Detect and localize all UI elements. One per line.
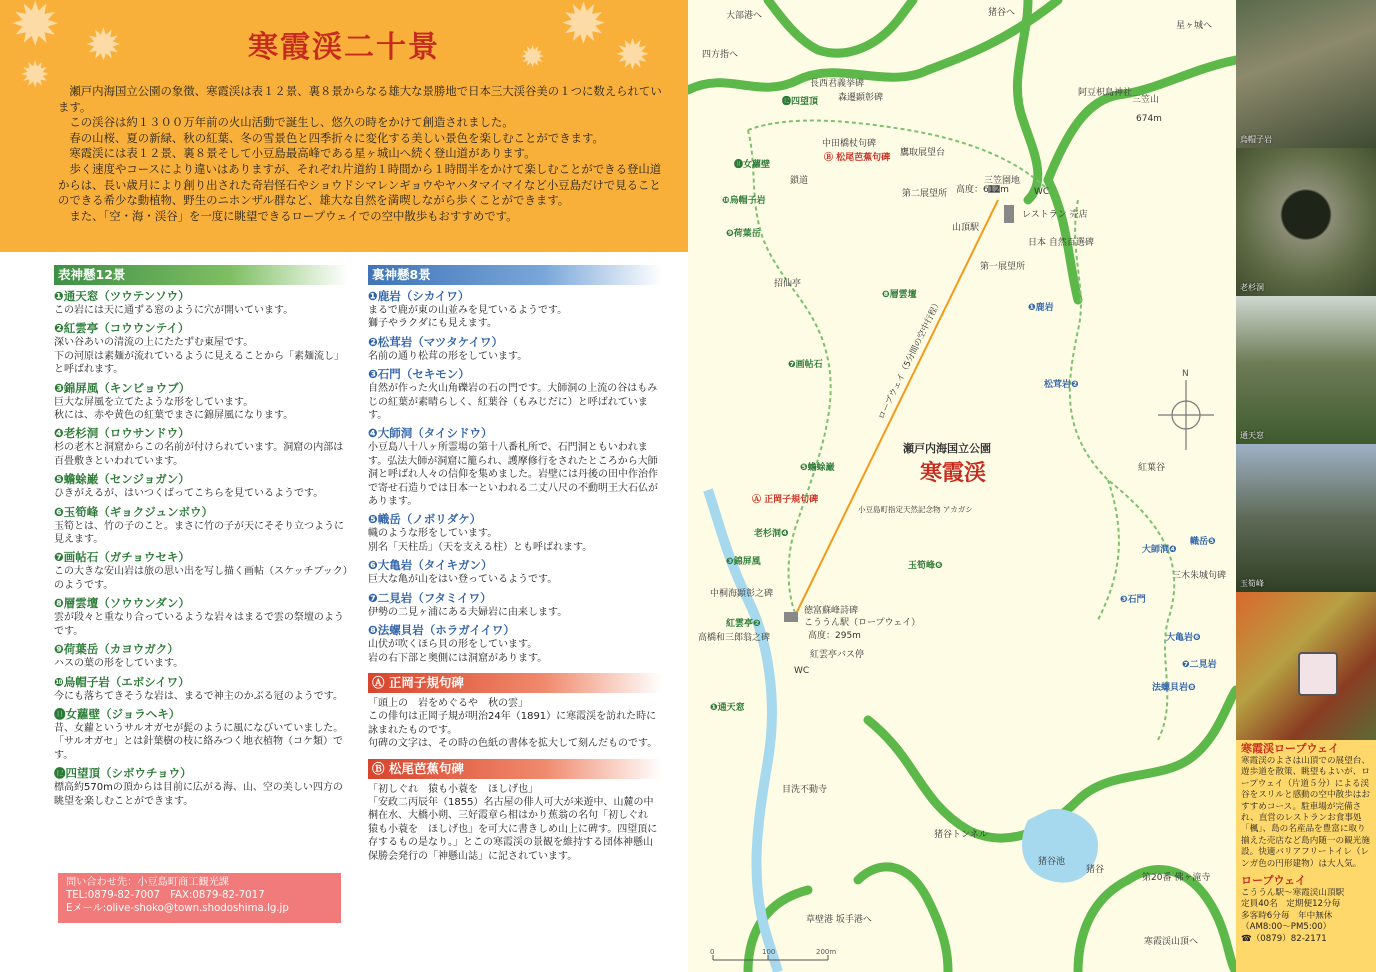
map-label: 招仙亭	[774, 279, 802, 289]
item-desc: 玉筍とは、竹の子のこと。まさに竹の子が天にそそり立つように見えます。	[54, 520, 344, 546]
map-label: WC	[794, 666, 810, 676]
item-desc: まるで鹿が東の山並みを見ているようです。 獅子やラクダにも見えます。	[368, 305, 568, 330]
maple-leaf-icon: ✹	[560, 0, 607, 57]
photo-gyoku	[1236, 444, 1376, 592]
item-desc: 深い谷あいの清流の上にたたずむ東屋です。 下の河原は素麺が流れているように見えることから「素麺流し」と呼ばれます。	[54, 337, 344, 376]
map-label: ❼画帖石	[788, 360, 823, 370]
map-label: レストラン 売店	[1022, 210, 1088, 220]
list-item	[368, 512, 662, 554]
list-item	[54, 596, 348, 638]
map-label: 第一展望所	[980, 262, 1026, 272]
map-label: 山頂駅	[952, 223, 980, 233]
list-item	[54, 505, 348, 547]
list-item	[54, 766, 348, 808]
list-item	[368, 623, 662, 665]
map-label: 紅雲亭バス停	[810, 650, 865, 660]
map-label: 幟岳❺	[1190, 537, 1216, 547]
map-label: 玉筍峰❻	[908, 561, 943, 571]
list-item	[54, 675, 348, 703]
item-title: ❷松茸岩（マツタケイワ）	[368, 334, 503, 349]
map-label: 猪谷へ	[988, 8, 1016, 18]
item-title: ❽法螺貝岩（ホラガイイワ）	[368, 623, 515, 638]
map-label: 小豆島町指定天然記念物 アカガシ	[858, 505, 973, 514]
list-item	[54, 642, 348, 670]
map-label: 高橋和三郎翁之碑	[698, 633, 771, 643]
item-title: ❷紅雲亭（コウウンテイ）	[54, 321, 190, 336]
map-label: 大師洞❹	[1142, 545, 1177, 555]
maple-leaf-icon: ✹	[520, 40, 546, 75]
ropeway-line	[793, 200, 998, 620]
item-desc: 巨大な屏風を立てたような形をしています。 秋には、赤や黄色の紅葉でまさに錦屏風になります。	[54, 396, 294, 422]
item-desc: 標高約570mの頂からは目前に広がる海、山、空の美しい四方の眺望を楽しむことができます。	[54, 782, 343, 807]
list-item	[368, 289, 662, 331]
ropeway-title: 寒霞渓ロープウェイ	[1241, 742, 1340, 755]
item-title: ⓬四望頂（シボウチョウ）	[54, 766, 192, 781]
item-desc: ひきがえるが、はいつくばってこちらを見ているようです。	[54, 488, 324, 500]
list-item	[368, 591, 662, 619]
item-desc: 名前の通り松茸の形をしています。	[368, 350, 528, 362]
list-item	[368, 335, 662, 363]
ropeway-info	[1236, 740, 1376, 972]
list-item	[54, 426, 348, 468]
map-label: 目洗不動寺	[782, 785, 828, 795]
map-label: 法螺貝岩❽	[1152, 683, 1196, 693]
map-svg	[688, 0, 1236, 972]
map-label: こううん駅（ロープウェイ）	[804, 618, 921, 628]
map-label: WC	[1034, 187, 1050, 197]
item-desc: 雲が段々と重なり合っているような岩々はまるで雲の祭壇のようです。	[54, 612, 344, 637]
list-item	[368, 426, 662, 508]
item-title: ❻玉筍峰（ギョクジュンボウ）	[54, 504, 214, 519]
intro-paragraph: 歩く速度やコースにより違いはありますが、それぞれ片道約１時間から１時間半をかけて楽しむことができる登山道からは、長い歳月により創り出された奇岩怪石やショウドシマレンギョウやヤハタマイマイなど小豆島だけで見ることのできる希少な動植物、野生のニホンザル群など、雄大な自然を満喫しながら歩くことができます。	[58, 161, 662, 208]
map-label: 紅雲亭❷	[726, 619, 761, 629]
maple-leaf-icon: ✹	[85, 20, 122, 71]
contact-email: Eメール:olive-shoko@town.shodoshima.lg.jp	[66, 902, 289, 914]
omote-list	[54, 289, 348, 808]
list-item	[368, 367, 662, 422]
shiki-desc: 「頭上の 岩をめぐるや 秋の雲」 この俳句は正岡子規が明治24年（1891）に寒霞渓を訪れた時に詠まれたものです。 句碑の文字は、その時の色紙の書体を拡大して刻んだものです。	[368, 697, 658, 750]
intro-paragraph: この渓谷は約１３００万年前の火山活動で誕生し、悠久の時をかけて創造されました。	[69, 115, 514, 130]
item-desc: ハスの葉の形をしています。	[54, 658, 184, 670]
item-desc: 山伏が吹くほら貝の形をしています。 岩の右下部と奥側には洞窟があります。	[368, 639, 548, 664]
photo-caption: 老杉洞	[1240, 283, 1264, 292]
road-omito	[768, 0, 913, 53]
map-label: Ⓑ 松尾芭蕉句碑	[824, 153, 891, 163]
scale-label: 100	[762, 948, 776, 956]
map-label: 阿豆枳島神社	[1078, 88, 1133, 98]
map-label: 猪谷トンネル	[934, 830, 988, 840]
item-title: ❹大師洞（タイシドウ）	[368, 426, 493, 441]
map-label: 日本 自然百選碑	[1028, 238, 1094, 248]
photo-caption: 玉筍峰	[1240, 579, 1264, 588]
contact-box	[58, 873, 341, 923]
omote-heading: 表神懸12景	[54, 265, 348, 285]
ropeway-sub-title: ロープウェイ	[1241, 874, 1307, 888]
map-label: 三笠山	[1132, 95, 1160, 105]
park-name: 寒霞渓	[920, 460, 987, 486]
list-item	[54, 321, 348, 376]
intro-paragraph: 寒霞渓には表１２景、裏８景そして小豆島最高峰である星ヶ城山へ続く登山道があります。	[69, 146, 536, 161]
list-item	[54, 707, 348, 762]
item-title: ❾荷葉岳（カヨウガク）	[54, 642, 179, 657]
map-label: 鷹取展望台	[900, 148, 946, 158]
intro-paragraph: 瀬戸内海国立公園の象徴、寒霞渓は表１２景、裏８景からなる雄大な景勝地で日本三大渓谷美の１つに数えられています。	[58, 84, 662, 114]
maple-leaf-icon: ✹	[20, 55, 51, 96]
road-choshi	[1017, 0, 1037, 200]
roads	[688, 0, 1236, 972]
item-title: ❽層雲壇（ソウウンダン）	[54, 596, 190, 611]
map-panel	[688, 0, 1236, 972]
item-title: ❿烏帽子岩（エボシイワ）	[54, 674, 190, 689]
contact-phone: TEL:0879-82-7007 FAX:0879-82-7017	[66, 889, 265, 901]
ropeway-desc: 寒霞渓のよさは山頂での展望台、遊歩道を散策、眺望もよいが、ロープウェイ（片道５分）による渓谷をスリルと感動の空中散歩はおすすめコース。駐車場が完備され、直営のレストランお食事処「楓」、島の名産品を豊富に取り揃えた売店など島内随一の観光施設。快適バリアフリートイレ（レンガ色の円形建物）は大人気。	[1241, 756, 1370, 869]
map-label: 高度：612m	[956, 185, 1009, 195]
item-desc: 小豆島八十八ヶ所霊場の第十八番札所で、石門洞ともいわれます。弘法大師が洞窟に籠られ、護摩修行をされたところから大師洞と呼ばれ人々の信仰を集めました。岩壁には丹後の田中作治作で寄せ石造りでは日本一といわれる二丈八尺の不動明王大石仏があります。	[368, 442, 658, 508]
map-label: 中田橋杖句碑	[822, 139, 877, 149]
map-label: ❽層雲壇	[882, 290, 917, 300]
trails	[748, 121, 1174, 740]
map-label: Ⓐ 正岡子規句碑	[752, 495, 819, 505]
photo-eboshi	[1236, 0, 1376, 148]
kouun-station-building	[784, 612, 798, 622]
map-label: 674m	[1136, 114, 1162, 124]
item-desc: 幟のような形をしています。 別名「天柱岳」（天を支える柱）とも呼ばれます。	[368, 528, 593, 553]
map-label: ❿烏帽子岩	[722, 196, 766, 206]
scale-label: 0	[710, 948, 715, 956]
trail-ura2	[1098, 480, 1119, 620]
map-label: 高度：295m	[808, 631, 861, 641]
ura-list	[368, 289, 662, 665]
map-label: ❸錦屏風	[726, 557, 761, 567]
map-label: 四方指へ	[702, 50, 739, 60]
contact-line: 問い合わせ先：小豆島町商工観光課	[66, 877, 229, 888]
intro-paragraph: また、「空・海・渓谷」を一度に眺望できるロープウェイでの空中散歩もおすすめです。	[69, 208, 518, 223]
ura-heading: 裏神懸8景	[368, 265, 662, 285]
item-desc: 巨大な亀が山をはい登っているようです。	[368, 574, 558, 586]
map-label: 紅葉谷	[1138, 463, 1166, 473]
photo-tsuuten	[1236, 296, 1376, 444]
ropeway-sub-desc: こううん駅～寒霞渓山頂駅 定員40名 定期便12分毎 多客時6分毎 年中無休 （AM8:00～PM5:00） ☎（0879）82-2171	[1241, 888, 1345, 944]
list-item	[368, 558, 662, 586]
road-southeast	[1078, 870, 1236, 972]
item-title: ❹老杉洞（ロウサンドウ）	[54, 426, 190, 441]
map-label: 長西君義挙碑	[810, 79, 865, 89]
map-label: 中桐海顕彰之碑	[710, 589, 774, 599]
map-label: 第20番 佛ヶ滝寺	[1142, 873, 1211, 883]
map-label: ロープウェイ（5分間の空中行程）	[876, 298, 944, 422]
item-title: ❼画帖石（ガチョウセキ）	[54, 550, 190, 565]
maple-leaf-icon: ✹	[10, 0, 61, 60]
map-label: ❸石門	[1120, 595, 1146, 605]
compass-icon	[1158, 369, 1214, 450]
item-title: ❻大亀岩（タイキガン）	[368, 558, 493, 573]
photo-rousan	[1236, 148, 1376, 296]
map-label: 鎖道	[790, 176, 809, 186]
photo-caption: 通天窓	[1240, 431, 1264, 440]
ura-column	[368, 265, 662, 863]
photo-column	[1236, 0, 1376, 740]
gondola-icon	[1298, 652, 1338, 696]
map-label: 大部港へ	[726, 11, 763, 21]
map-label: 寒霞渓山頂へ	[1144, 937, 1199, 947]
map-label: ⓬四望頂	[782, 97, 819, 107]
map-label: 猪谷	[1086, 865, 1105, 875]
item-desc: この大きな安山岩は旅の思い出を写し描く画帖（スケッチブック）のようです。	[54, 566, 348, 591]
map-label: 森遷顕彰碑	[838, 93, 884, 103]
list-item	[54, 289, 348, 317]
list-item	[54, 550, 348, 592]
photo-ropeway	[1236, 592, 1376, 740]
map-label: ❺蟾蜍巌	[800, 463, 835, 473]
map-label: ⓫女蘿壁	[734, 160, 771, 170]
item-desc: この岩には天に通ずる窓のように穴が開いています。	[54, 305, 294, 316]
map-label: 草壁港 坂手港へ	[806, 915, 872, 925]
omote-column	[54, 265, 348, 808]
list-item	[54, 381, 348, 423]
park-label: 瀬戸内海国立公園	[903, 442, 991, 455]
item-title: ❼二見岩（フタミイワ）	[368, 590, 492, 605]
map-label: ❼二見岩	[1182, 660, 1217, 670]
intro-box	[0, 0, 688, 252]
map-label: 三笠園地	[984, 176, 1021, 186]
item-desc: 昔、女蘿というサルオガセが髭のように風になびいていました。「サルオガセ」とは針葉樹の枝に絡みつく地衣植物（コケ類）です。	[54, 722, 344, 761]
restaurant-building	[1004, 205, 1014, 223]
photo-caption: 烏帽子岩	[1240, 135, 1272, 144]
intro-paragraph: 春の山桜、夏の新緑、秋の紅葉、冬の雪景色と四季折々に変化する美しい景色を楽しむことができます。	[69, 130, 604, 145]
map-label: 松茸岩❷	[1044, 380, 1079, 390]
item-desc: 自然が作った火山角礫岩の石の門です。大師洞の上流の谷はもみじの紅葉が素晴らしく、紅葉谷（もみじだに）と呼ばれています。	[368, 383, 658, 422]
map-label: 星ヶ城へ	[1176, 21, 1213, 31]
scale-label: 200m	[816, 948, 837, 956]
map-label: 第二展望所	[902, 189, 948, 199]
maple-leaf-icon: ✹	[615, 30, 651, 79]
item-desc: 今にも落ちてきそうな岩は、まるで神主のかぶる冠のようです。	[54, 690, 343, 702]
shiki-heading: Ⓐ 正岡子規句碑	[368, 673, 662, 693]
item-title: ❺幟岳（ノボリダケ）	[368, 512, 482, 527]
list-item	[54, 472, 348, 500]
item-title: ❶鹿岩（シカイワ）	[368, 289, 470, 303]
map-label: ❶鹿岩	[1028, 303, 1054, 313]
basho-heading: Ⓑ 松尾芭蕉句碑	[368, 759, 662, 779]
page-title: 寒霞渓二十景	[248, 30, 440, 65]
basho-desc: 「初しぐれ 猿も小蓑を ほしげ也」 「安政二丙辰年（1855）名古屋の俳人可大が来遊中、山麓の中桐在水、大橋小朔、三好霞章ら相はかり蕉翁の名句「初しぐれ 猿も小蓑を ほしげ也」を可大に書きしめ山上に碑す。四望頂に存するもの是なり。」とこの寒霞渓の景観を維持する団体神懸山保勝会発行の「神懸山誌」に記されています。	[368, 783, 658, 862]
item-title: ❶通天窓（ツウテンソウ）	[54, 289, 190, 303]
item-title: ❸錦屏風（キンビョウブ）	[54, 380, 191, 395]
item-title: ❺蟾蜍巌（センジョガン）	[54, 472, 190, 487]
item-desc: 伊勢の二見ヶ浦にある夫婦岩に由来します。	[368, 606, 568, 618]
item-desc: 杉の老木と洞窟からこの名前が付けられています。洞窟の内部は百畳敷きといわれています。	[54, 442, 344, 467]
intro-text	[58, 84, 662, 224]
map-label: ❶通天窓	[710, 703, 745, 713]
map-label: 老杉洞❹	[754, 529, 789, 539]
map-label: 大亀岩❻	[1166, 633, 1201, 643]
item-title: ❸石門（セキモン）	[368, 367, 470, 382]
map-label: 猪谷池	[1038, 857, 1066, 867]
map-label: ❾荷葉岳	[726, 229, 761, 239]
item-title: ⓫女蘿壁（ジョラヘキ）	[54, 706, 181, 721]
map-label: 徳富蘇峰詩碑	[804, 606, 859, 616]
compass-north-label: N	[1182, 369, 1189, 379]
map-label: 三木朱城句碑	[1172, 571, 1227, 581]
